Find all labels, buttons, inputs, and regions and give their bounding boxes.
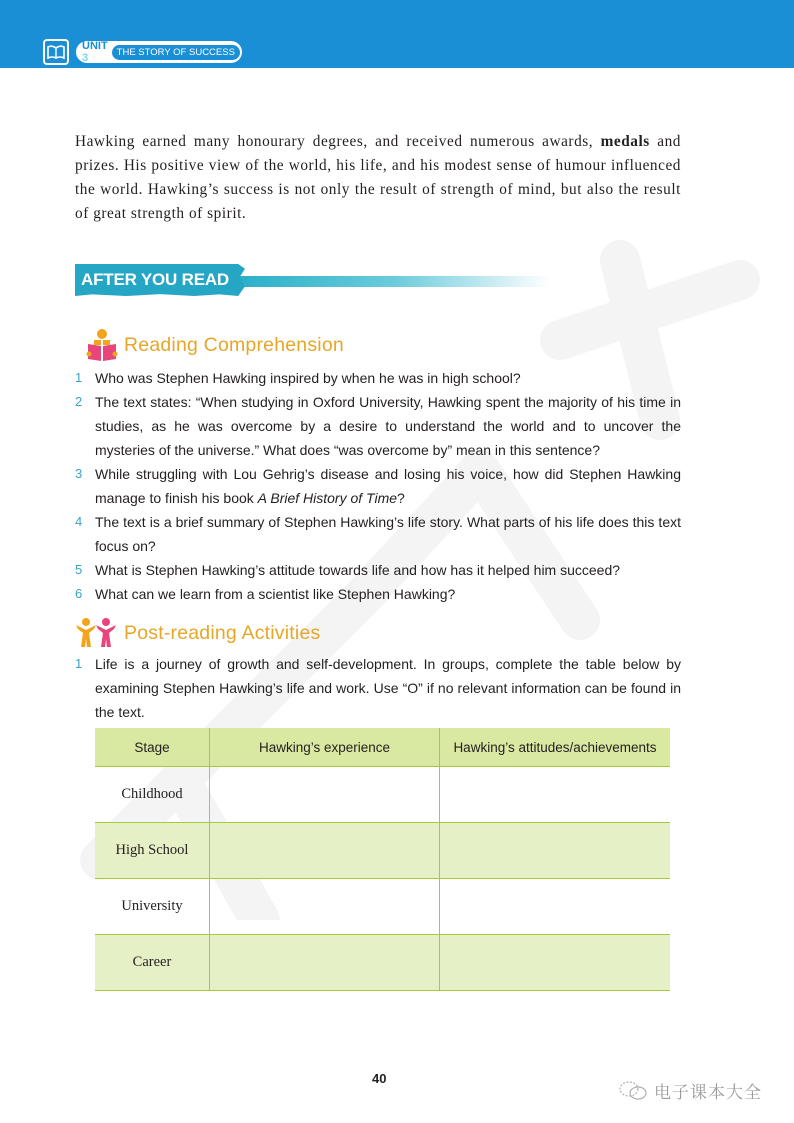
experience-cell[interactable]	[210, 935, 440, 991]
post-reading-heading	[74, 617, 320, 649]
experience-cell[interactable]	[210, 767, 440, 823]
attitudes-cell[interactable]	[440, 767, 671, 823]
attitudes-cell[interactable]	[440, 823, 671, 879]
table-row	[95, 879, 670, 935]
column-header-attitudes: Hawking’s attitudes/achievements	[440, 728, 671, 767]
brand-watermark	[618, 1078, 762, 1103]
reading-comprehension-heading	[84, 327, 344, 363]
brand-text: 电子课本大全	[654, 1083, 762, 1102]
attitudes-cell[interactable]	[440, 879, 671, 935]
life-stages-table	[95, 728, 670, 991]
activity-item: 1 Life is a journey of growth and self-development. In groups, complete the table below by examining Stephen Hawking’s life and work. Use “O” if no relevant information can be found in the text.	[75, 656, 681, 720]
people-icon	[74, 617, 120, 649]
unit-title: THE STORY OF SUCCESS	[112, 45, 240, 60]
post-reading-title: Post-reading Activities	[124, 621, 321, 644]
book-icon	[43, 39, 69, 65]
section-banner-label: AFTER YOU READ	[81, 270, 230, 289]
stage-cell: Career	[95, 935, 210, 991]
stage-cell: University	[95, 879, 210, 935]
table-row	[95, 823, 670, 879]
question-item: 2 The text states: “When studying in Oxford University, Hawking spent the majority of his time in studies, as he was overcome by a desire to understand the world and to uncover the mysteries of the universe.” What does “was overcome by” mean in this sentence?	[75, 394, 681, 458]
post-reading-activities	[75, 652, 681, 724]
column-header-experience: Hawking’s experience	[210, 728, 440, 767]
stage-cell: High School	[95, 823, 210, 879]
reading-comprehension-title: Reading Comprehension	[124, 333, 344, 356]
experience-cell[interactable]	[210, 879, 440, 935]
attitudes-cell[interactable]	[440, 935, 671, 991]
stage-cell: Childhood	[95, 767, 210, 823]
section-banner-stripe	[240, 276, 550, 287]
table-header-row	[95, 728, 670, 767]
comprehension-questions	[75, 366, 681, 606]
table-row	[95, 767, 670, 823]
experience-cell[interactable]	[210, 823, 440, 879]
table-row	[95, 935, 670, 991]
chat-bubble-icon	[618, 1080, 648, 1102]
question-item: 1 Who was Stephen Hawking inspired by when he was in high school?	[75, 370, 521, 386]
column-header-stage: Stage	[95, 728, 210, 767]
page-number: 40	[372, 1071, 387, 1086]
question-item: 3 While struggling with Lou Gehrig’s disease and losing his voice, how did Stephen Hawking manage to finish his book A Brief History of Time?	[75, 466, 681, 506]
unit-badge	[76, 41, 242, 63]
question-item: 4 The text is a brief summary of Stephen Hawking’s life story. What parts of his life does this text focus on?	[75, 514, 681, 554]
unit-label: UNIT 3	[82, 40, 108, 64]
question-item: 6 What can we learn from a scientist like Stephen Hawking?	[75, 586, 456, 602]
intro-paragraph: Hawking earned many honourary degrees, and received numerous awards, medals and prizes. His positive view of the world, his life, and his modest sense of humour influenced the world. Hawking’s success is not only the result of strength of mind, but also the result of great strength of spirit.	[75, 133, 681, 222]
question-item: 5 What is Stephen Hawking’s attitude towards life and how has it helped him succeed?	[75, 562, 621, 578]
reader-icon	[84, 327, 120, 363]
book-title: A Brief History of Time	[257, 490, 398, 506]
